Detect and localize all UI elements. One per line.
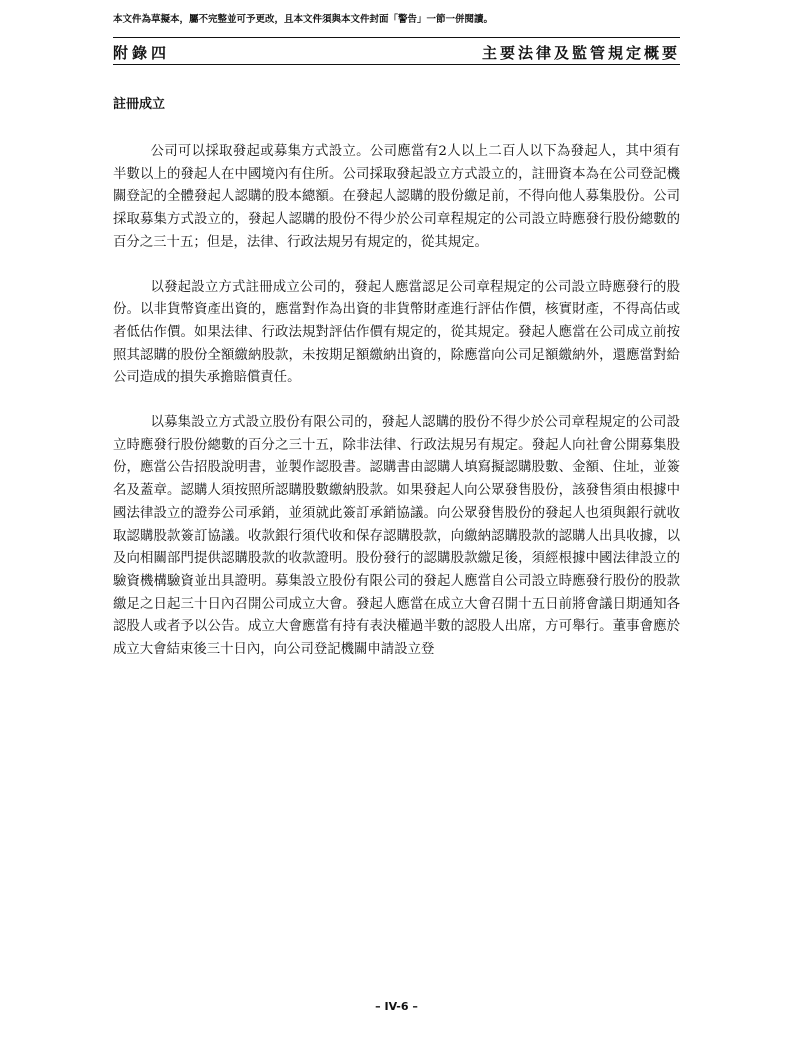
appendix-label: 附錄四 bbox=[113, 44, 171, 62]
draft-disclaimer: 本文件為草擬本，屬不完整並可予更改，且本文件須與本文件封面「警告」一節一併閱讀。 bbox=[113, 14, 494, 25]
page-header bbox=[113, 42, 680, 62]
header-bottom-rule bbox=[113, 64, 680, 65]
header-top-rule bbox=[113, 37, 680, 38]
section-title: 註冊成立 bbox=[113, 97, 166, 112]
body-text bbox=[113, 141, 680, 684]
paragraph: 以發起設立方式註冊成立公司的，發起人應當認足公司章程規定的公司設立時應發行的股份。以非貨幣資產出資的，應當對作為出資的非貨幣財產進行評估作價，核實財產，不得高估或者低估作價。如果法律、行政法規對評估作價有規定的，從其規定。發起人應當在公司成立前按照其認購的股份全額繳納股款，未按期足額繳納出資的，除應當向公司足額繳納外，還應當對給公司造成的損失承擔賠償責任。 bbox=[113, 279, 680, 386]
appendix-title: 主要法律及監管規定概要 bbox=[481, 44, 680, 62]
page-number: – IV-6 – bbox=[375, 1000, 418, 1013]
paragraph: 以募集設立方式設立股份有限公司的，發起人認購的股份不得少於公司章程規定的公司設立時應發行股份總數的百分之三十五，除非法律、行政法規另有規定。發起人向社會公開募集股份，應當公告招股說明書，並製作認股書。認購書由認購人填寫擬認購股數、金額、住址，並簽名及蓋章。認購人須按照所認購股數繳納股款。如果發起人向公眾發售股份，該發售須由根據中國法律設立的證券公司承銷，並須就此簽訂承銷協議。向公眾發售股份的發起人也須與銀行就收取認購股款簽訂協議。收款銀行須代收和保存認購股款，向繳納認購股款的認購人出具收據，以及向相關部門提供認購股款的收款證明。股份發行的認購股款繳足後，須經根據中國法律設立的驗資機構驗資並出具證明。募集設立股份有限公司的發起人應當自公司設立時應發行股份的股款繳足之日起三十日內召開公司成立大會。發起人應當在成立大會召開十五日前將會議日期通知各認股人或者予以公告。成立大會應當有持有表決權過半數的認股人出席，方可舉行。董事會應於成立大會結束後三十日內，向公司登記機關申請設立登 bbox=[113, 415, 680, 658]
paragraph: 公司可以採取發起或募集方式設立。公司應當有2人以上二百人以下為發起人，其中須有半數以上的發起人在中國境內有住所。公司採取發起設立方式設立的，註冊資本為在公司登記機關登記的全體發起人認購的股本總額。在發起人認購的股份繳足前，不得向他人募集股份。公司採取募集方式設立的，發起人認購的股份不得少於公司章程規定的公司設立時應發行股份總數的百分之三十五；但是，法律、行政法規另有規定的，從其規定。 bbox=[113, 144, 680, 250]
